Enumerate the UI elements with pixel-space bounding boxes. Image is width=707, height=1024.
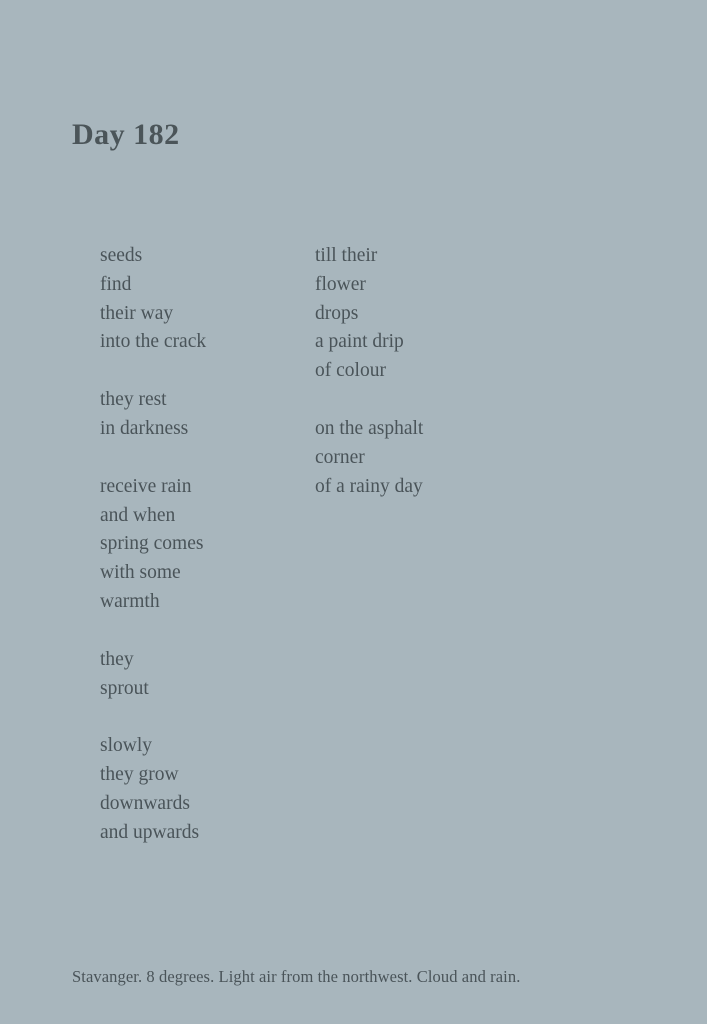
poem-line: downwards xyxy=(100,792,190,814)
stanza-left-column xyxy=(100,386,315,444)
poem-line: they grow xyxy=(100,764,179,786)
poem-line: and upwards xyxy=(100,821,200,843)
poem-line: corner xyxy=(315,446,365,468)
stanza xyxy=(100,646,640,704)
stanza xyxy=(100,242,640,382)
stanza-left-column xyxy=(100,732,315,847)
poem-line: with some xyxy=(100,562,181,584)
poem-line: of a rainy day xyxy=(315,475,423,497)
poem-line: receive rain xyxy=(100,475,192,497)
poem-line: their way xyxy=(100,302,174,324)
poem-line: seeds xyxy=(100,245,143,266)
poem-line: slowly xyxy=(100,735,153,757)
poem-line: spring comes xyxy=(100,533,204,555)
poem-line: and when xyxy=(100,504,176,526)
stanza-left-column xyxy=(100,473,315,617)
page-title: Day 182 xyxy=(72,118,180,151)
poem-line: of colour xyxy=(315,360,386,382)
poem-line: flower xyxy=(315,273,366,295)
poem-line: drops xyxy=(315,302,359,324)
stanza-left-column xyxy=(100,242,315,357)
poem-line: in darkness xyxy=(100,417,189,439)
poem-line: they xyxy=(100,648,134,670)
stanza xyxy=(100,473,640,617)
stanza-right-column xyxy=(315,242,615,386)
poem-line: into the crack xyxy=(100,331,207,353)
poem-body xyxy=(100,242,640,848)
poem-line: warmth xyxy=(100,590,160,612)
poem-line: they rest xyxy=(100,389,167,411)
poem-line: sprout xyxy=(100,677,149,699)
poem-line: find xyxy=(100,273,132,295)
footer-weather-note: Stavanger. 8 degrees. Light air from the northwest. Cloud and rain. xyxy=(72,967,521,986)
poem-line: till their xyxy=(315,245,378,266)
poem-line: a paint drip xyxy=(315,331,404,353)
stanza xyxy=(100,732,640,847)
poem-line: on the asphalt xyxy=(315,417,424,439)
stanza-left-column xyxy=(100,646,315,704)
poem-line-spacer xyxy=(315,386,615,415)
